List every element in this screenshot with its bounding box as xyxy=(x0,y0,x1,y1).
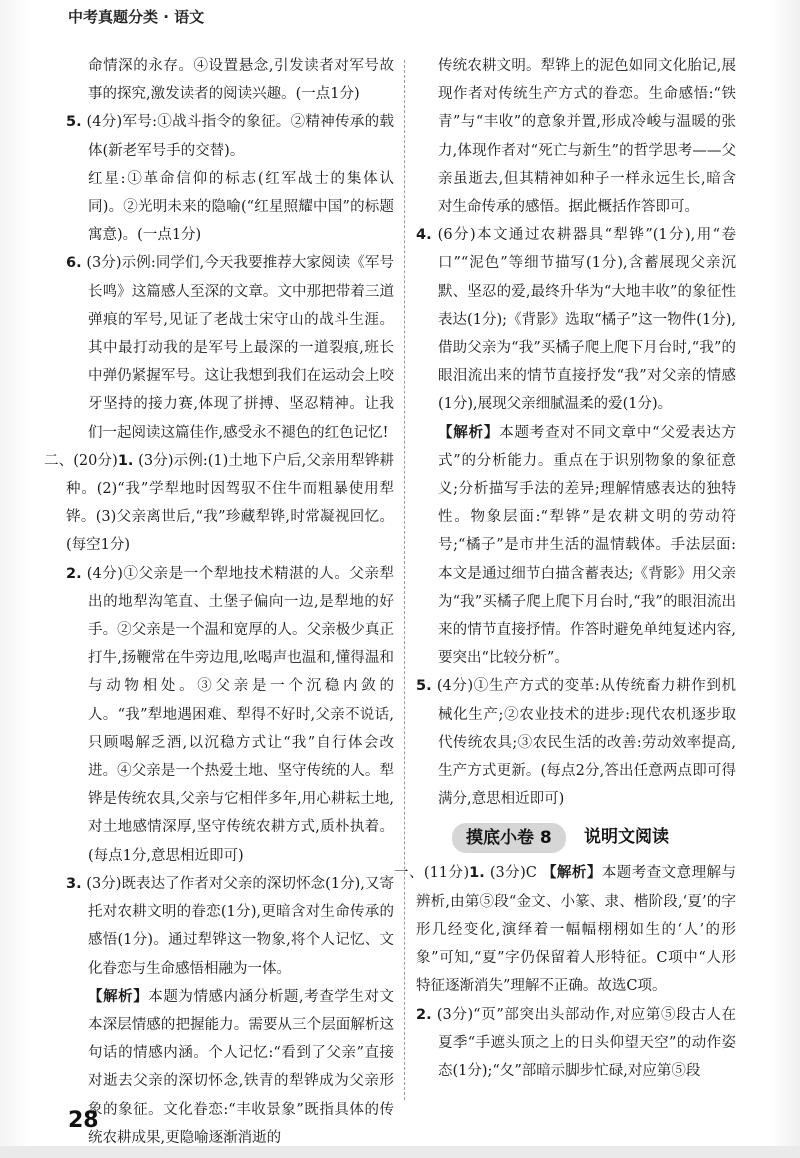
item-number: 1. xyxy=(469,865,485,882)
analysis-text: 本题考查对不同文章中“父爱表达方式”的分析能力。重点在于识别物象的象征意义;分析描写手法的差异;理解情感表达的独特性。物象层面:“犁铧”是农耕文明的劳动符号;“橘子”是市井生活的温情载体。手法层面:本文是通过细节白描含蓄表达;《背影》用父亲为“我”买橘子爬上爬下月台时,“我”的眼泪流出来的情节直接抒情。作答时避免单纯复述内容,要突出“比较分析”。 xyxy=(438,424,737,667)
item-answer: (3分)C xyxy=(489,865,542,882)
analysis-tag: 【解析】 xyxy=(438,424,500,441)
item-text: (3分)示例:(1)土地下户后,父亲用犁铧耕种。(2)“我”学犁地时因驾驭不住牛而粗暴使用犁铧。(3)父亲离世后,“我”珍藏犁铧,时常凝视回忆。(每空1分) xyxy=(66,452,395,554)
answer-item-2 xyxy=(66,560,394,870)
answer-item-3 xyxy=(66,870,394,983)
answer-item-4 xyxy=(416,221,736,418)
analysis-text: 本题考查文意理解与辨析,由第⑤段“金文、小篆、隶、楷阶段,‘夏’的字形几经变化,演绎着一幅幅栩栩如生的‘人’的形象”可知,“夏”字仍保留着人形特征。C项中“人形特征逐渐消失”理解不正确。故选C项。 xyxy=(416,865,737,995)
item-number: 5. xyxy=(416,678,432,695)
right-column xyxy=(394,52,737,1085)
continued-paragraph: 命情深的永存。④设置悬念,引发读者对军号故事的探究,激发读者的阅读兴趣。(一点1分) xyxy=(88,58,394,103)
item-text: (3分)示例:同学们,今天我要推荐大家阅读《军号长鸣》这篇感人至深的文章。文中那把带着三道弹痕的军号,见证了老战士宋守山的战斗生涯。其中最打动我的是军号上最深的一道裂痕,班长中弹仍紧握军号。这让我想到我们在运动会上咬牙坚持的接力赛,体现了拼搏、坚忍精神。让我们一起阅读这篇佳作,感受永不褪色的红色记忆! xyxy=(86,255,394,441)
item-number: 1. xyxy=(117,452,134,469)
answer-item-5-continued: 红星:①革命信仰的标志(红军战士的集体认同)。②光明未来的隐喻(“红星照耀中国”的标题寓意)。(一点1分) xyxy=(88,170,394,244)
section-prefix: 一、(11分) xyxy=(394,865,470,882)
quiz-tag: 摸底小卷 8 xyxy=(452,823,566,853)
section-one-item-1 xyxy=(394,859,736,1000)
item-number: 2. xyxy=(416,1006,432,1023)
left-column xyxy=(44,52,395,1152)
item-text: (6分)本文通过农耕器具“犁铧”(1分),用“卷口”“泥色”等细节描写(1分),含蓄展现父亲沉默、坚忍的爱,最终升华为“大地丰收”的象征性表达(1分);《背影》选取“橘子”这一物件(1分),借助父亲为“我”买橘子爬上爬下月台时,“我”的眼泪流出来的情节直接抒发“我”对父亲的情感(1分),展现父亲细腻温柔的爱(1分)。 xyxy=(437,227,736,413)
answer-item-2 xyxy=(416,1001,736,1086)
analysis-block xyxy=(66,983,394,1152)
item-text: (4分)①生产方式的变革:从传统畜力耕作到机械化生产;②农业技术的进步:现代农机逐步取代传统农具;③农民生活的改善:劳动效率提高,生产方式更新。(每点2分,答出任意两点即可得满分,意思相近即可) xyxy=(436,678,736,808)
section-two-item-1 xyxy=(44,447,394,560)
item-number: 3. xyxy=(66,875,82,892)
item-text: (3分)既表达了作者对父亲的深切怀念(1分),又寄托对农耕文明的眷恋(1分),更暗含对生命传承的感悟(1分)。通过犁铧这一物象,将个人记忆、文化眷恋与生命感悟相融为一体。 xyxy=(86,875,395,977)
item-text: (4分)①父亲是一个犁地技术精湛的人。父亲犁出的地犁沟笔直、土堡子偏向一边,是犁地的好手。②父亲是一个温和宽厚的人。父亲极少真正打牛,扬鞭常在牛旁边甩,吆喝声也温和,懂得温和与动物相处。③父亲是一个沉稳内敛的人。“我”犁地遇困难、犁得不好时,父亲不说话,只顾喝解乏酒,以沉稳方式让“我”自行体会改进。④父亲是一个热爱土地、坚守传统的人。犁铧是传统农具,父亲与它相伴多年,用心耕耘土地,对土地感情深厚,坚守传统农耕方式,质朴执着。(每点1分,意思相近即可) xyxy=(86,565,394,864)
section-banner xyxy=(416,821,736,855)
bottom-edge xyxy=(0,1146,800,1158)
item-number: 2. xyxy=(66,565,82,582)
answer-item-6 xyxy=(66,249,394,446)
answer-item-5 xyxy=(416,672,736,813)
analysis-block xyxy=(416,419,736,673)
page-number: 28 xyxy=(68,1108,99,1133)
answer-item-5 xyxy=(66,108,394,164)
continued-paragraph: 传统农耕文明。犁铧上的泥色如同文化胎记,展现作者对传统生产方式的眷恋。生命感悟:“铁青”与“丰收”的意象并置,形成冷峻与温暖的张力,体现作者对“死亡与新生”的哲学思考——父亲虽逝去,但其精神如种子一样永远生长,暗含对生命传承的感悟。据此概括作答即可。 xyxy=(438,58,736,216)
section-title: 说明文阅读 xyxy=(584,827,669,848)
item-number: 6. xyxy=(66,255,82,272)
item-number: 4. xyxy=(416,227,432,244)
analysis-tag: 【解析】 xyxy=(541,865,602,882)
running-header: 中考真题分类 · 语文 xyxy=(68,8,205,26)
item-text: (4分)军号:①战斗指令的象征。②精神传承的载体(新老军号手的交替)。 xyxy=(86,114,394,159)
item-number: 5. xyxy=(66,114,82,131)
analysis-text: 本题为情感内涵分析题,考查学生对文本深层情感的把握能力。需要从三个层面解析这句话的情感内涵。个人记忆:“看到了父亲”直接对逝去父亲的深切怀念,铁青的犁铧成为父亲形象的象征。文化眷恋:“丰收景象”既指具体的传统农耕成果,更隐喻逐渐消逝的 xyxy=(88,988,395,1146)
item-text: (3分)“页”部突出头部动作,对应第⑤段古人在夏季“手遮头顶之上的日头仰望天空”的动作姿态(1分);“夂”部暗示脚步忙碌,对应第⑤段 xyxy=(436,1006,736,1079)
section-prefix: 二、(20分) xyxy=(44,452,118,469)
analysis-tag: 【解析】 xyxy=(88,988,149,1005)
